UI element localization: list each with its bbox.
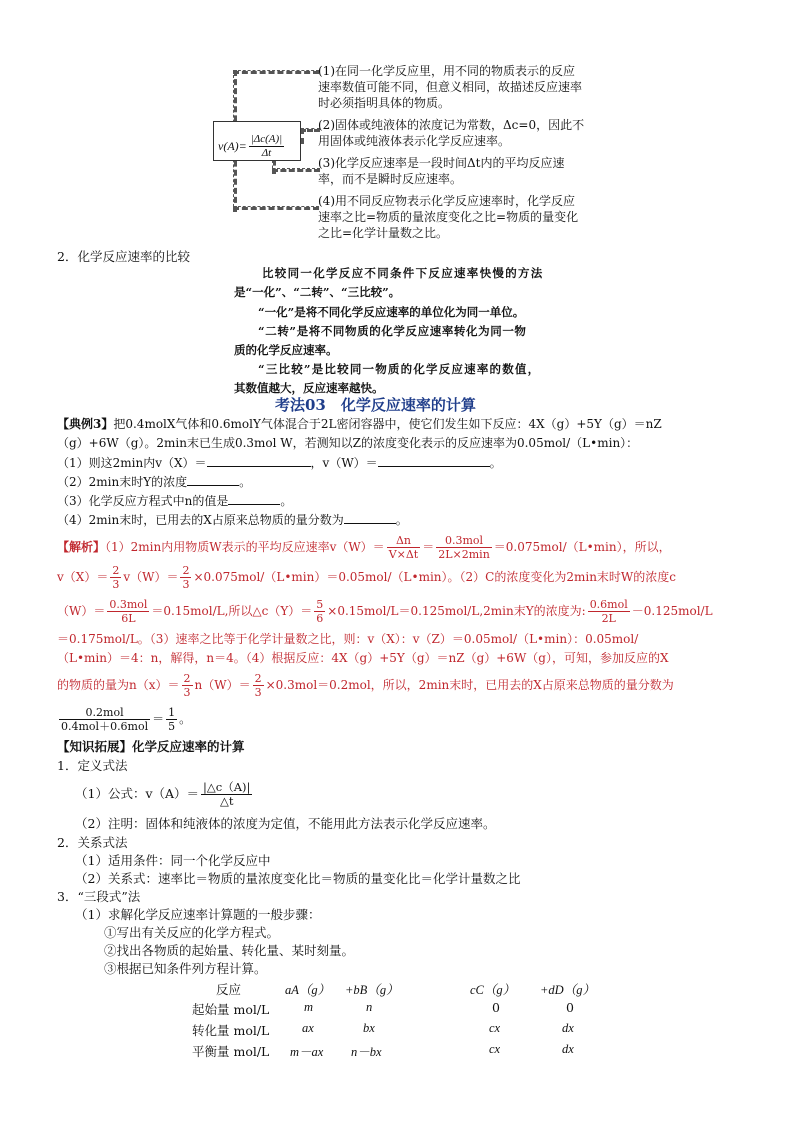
table-cell: n－bx xyxy=(351,1045,382,1059)
table-cell: 0 xyxy=(492,1000,500,1015)
question-3: （3）化学反应方程式中n的值是 xyxy=(57,494,229,508)
fraction-denominator: V×Δt xyxy=(388,548,419,561)
table-cell: dx xyxy=(562,1042,574,1056)
formula-denominator: Δt xyxy=(261,147,272,159)
fraction-numerator: 2 xyxy=(112,564,120,577)
table-cell: 0 xyxy=(566,1000,574,1015)
table-cell: m xyxy=(304,1000,314,1014)
diagram-note-1: (1)在同一化学反应里，用不同的物质表示的反应速率数值可能不同，但意义相同，故描述反应速率时必须指明具体的物质。 xyxy=(318,64,583,110)
solution-text: ＝0.15mol/L,所以△c（Y）＝ xyxy=(151,604,313,618)
extension-step: ①写出有关反应的化学方程式。 xyxy=(104,925,280,940)
table-cell: m－ax xyxy=(290,1045,324,1059)
compare-line: 其数值越大，反应速率越快。 xyxy=(234,381,384,395)
compare-line: 质的化学反应速率。 xyxy=(234,343,338,357)
fraction-denominator: 3 xyxy=(182,578,190,591)
compare-heading: 2．化学反应速率的比较 xyxy=(57,249,190,264)
fraction-numerator: 2 xyxy=(254,672,262,685)
table-header: +bB（g） xyxy=(345,983,399,997)
table-header: +dD（g） xyxy=(540,983,595,997)
diagram-connector xyxy=(233,70,319,74)
table-header: cC（g） xyxy=(470,983,516,997)
question-3: 。 xyxy=(280,494,293,508)
solution-final: $\frac{\text{0.2mol}}{\text{0.4mol＋0.6mol}}$ ＝ $\frac{1}{5}$ 。 xyxy=(61,706,192,733)
question-1: ，v（W）＝ xyxy=(310,456,378,470)
extension-text: （2）关系式：速率比＝物质的量浓度变化比＝物质的量变化比＝化学计量数之比 xyxy=(75,871,521,886)
answer-blank[interactable] xyxy=(344,511,396,524)
diagram-note-2: (2)固体或纯液体的浓度记为常数，Δc=0，因此不用固体或纯液体表示化学反应速率。 xyxy=(318,118,585,148)
solution-text: 。 xyxy=(179,712,192,726)
fraction-numerator: 0.6mol xyxy=(589,598,628,611)
extension-step: ③根据已知条件列方程计算。 xyxy=(104,961,267,976)
solution-text: （W）＝ xyxy=(57,604,106,618)
diagram-connector xyxy=(272,168,320,172)
formula-lhs: v(A)= xyxy=(218,139,247,153)
extension-text: （2）注明：固体和纯液体的浓度为定值，不能用此方法表示化学反应速率。 xyxy=(75,816,496,831)
table-cell: bx xyxy=(363,1021,375,1035)
fraction-denominator: 6L xyxy=(121,612,136,625)
rate-formula-box xyxy=(213,121,301,161)
fraction-denominator: 2L×2min xyxy=(438,548,490,561)
solution-text: v（W）＝ xyxy=(123,570,179,584)
fraction-numerator: 2 xyxy=(183,672,191,685)
solution-text: ＝0.075mol/（L•min），所以， xyxy=(493,540,671,554)
section-title: 考法03 化学反应速率的计算 xyxy=(275,396,476,414)
fraction-numerator: 5 xyxy=(316,598,324,611)
table-cell: cx xyxy=(489,1042,501,1056)
example-text: （g）+6W（g）。2min末已生成0.3mol W，若测知以Z的浓度变化表示的反应速率为0.05mol/（L•min）： xyxy=(57,436,639,450)
solution-text: n（W）＝ xyxy=(194,678,251,692)
fraction-denominator: 3 xyxy=(254,686,262,699)
solution-text: v（X）＝ xyxy=(57,570,109,584)
answer-blank[interactable] xyxy=(228,492,280,505)
answer-blank[interactable] xyxy=(378,454,490,467)
table-cell: dx xyxy=(562,1021,574,1035)
extension-heading: 1．定义式法 xyxy=(57,758,128,773)
fraction-denominator: 5 xyxy=(168,720,176,733)
formula-numerator: |Δc(A)| xyxy=(250,133,283,145)
fraction-numerator: |△c（A)| xyxy=(203,780,251,794)
fraction-denominator: △t xyxy=(219,794,234,808)
solution-text: －0.125mol/L xyxy=(631,604,713,618)
answer-blank[interactable] xyxy=(187,473,239,486)
extension-heading: 3．“三段式”法 xyxy=(57,889,141,904)
question-1: 。 xyxy=(489,456,502,470)
extension-heading: 2．关系式法 xyxy=(57,835,128,850)
table-row-label: 转化量 mol/L xyxy=(192,1023,270,1038)
fraction-denominator: 6 xyxy=(316,612,324,625)
fraction-numerator: 1 xyxy=(168,706,176,719)
fraction-denominator: 3 xyxy=(112,578,120,591)
solution-text: （L•min）＝4：n，解得，n＝4。（4）根据反应：4X（g）+5Y（g）＝nZ（g）+6W（g），可知，参加反应的X xyxy=(57,651,669,665)
question-4: （4）2min末时，已用去的X占原来总物质的量分数为 xyxy=(57,513,344,527)
compare-line: 比较同一化学反应不同条件下反应速率快慢的方法 xyxy=(262,266,544,280)
diagram-note-4: (4)用不同反应物表示化学反应速率时，化学反应速率之比=物质的量浓度变化之比=物质的量变化之比=化学计量数之比。 xyxy=(318,194,579,240)
table-row-label: 起始量 mol/L xyxy=(192,1002,270,1017)
compare-line: “二转”是将不同物质的化学反应速率转化为同一物 xyxy=(258,324,527,338)
answer-blank[interactable] xyxy=(207,454,311,467)
table-header: aA（g） xyxy=(285,983,331,997)
example-tag: 【典例3】 xyxy=(57,417,114,431)
table-row-label: 平衡量 mol/L xyxy=(192,1044,270,1059)
question-2: 。 xyxy=(239,475,252,489)
diagram-note-3: (3)化学反应速率是一段时间Δt内的平均反应速率，而不是瞬时反应速率。 xyxy=(318,156,565,186)
compare-line: 是“一化”、“二转”、“三比较”。 xyxy=(234,285,401,299)
fraction-numerator: 0.3mol xyxy=(436,534,492,548)
solution-text: ×0.3mol＝0.2mol，所以，2min末时，已用去的X占原来总物质的量分数为 xyxy=(265,678,674,692)
table-cell: ax xyxy=(302,1021,314,1035)
extension-text: （1）公式：v（A）＝ xyxy=(75,786,200,801)
solution-text: ×0.15mol/L＝0.125mol/L,2min末Y的浓度为: xyxy=(327,604,586,618)
compare-line: “一化”是将不同化学反应速率的单位化为同一单位。 xyxy=(258,305,525,319)
fraction-numerator: 0.3mol xyxy=(109,598,148,611)
fraction-denominator: 2L xyxy=(601,612,616,625)
extension-title: 【知识拓展】化学反应速率的计算 xyxy=(57,739,245,754)
solution-text: （1）2min内用物质W表示的平均反应速率v（W）＝ xyxy=(105,540,385,554)
table-cell: cx xyxy=(489,1021,501,1035)
solution-text: 的物质的量为n（x）＝ xyxy=(57,678,180,692)
question-2: （2）2min末时Y的浓度 xyxy=(57,475,188,489)
solution-text: ＝0.175mol/L。（3）速率之比等于化学计量数之比，则：v（X）：v（Z）＝0.05mol/（L•min）：0.05mol/ xyxy=(57,632,639,646)
example-text: 把0.4molX气体和0.6molY气体混合于2L密闭容器中，使它们发生如下反应：4X（g）+5Y（g）＝nZ xyxy=(113,417,662,431)
extension-step: ②找出各物质的起始量、转化量、某时刻量。 xyxy=(104,943,355,958)
fraction-numerator: Δn xyxy=(387,534,421,548)
fraction-denominator: 0.4mol＋0.6mol xyxy=(61,720,149,733)
fraction-numerator: 2 xyxy=(182,564,190,577)
solution-text: ×0.075mol/（L•min）＝0.05mol/（L•min）。（2）C的浓度变化为2min末时W的浓度c xyxy=(193,570,676,584)
table-header: 反应 xyxy=(216,982,242,997)
fraction-denominator: 3 xyxy=(183,686,191,699)
question-4: 。 xyxy=(395,513,408,527)
extension-text: （1）求解化学反应速率计算题的一般步骤： xyxy=(75,907,321,922)
diagram-connector xyxy=(233,206,319,210)
compare-line: “三比较”是比较同一物质的化学反应速率的数值， xyxy=(258,362,541,376)
extension-text: （1）适用条件：同一个化学反应中 xyxy=(75,853,271,868)
solution-text: ＝ xyxy=(422,540,435,554)
solution-tag: 【解析】 xyxy=(57,540,106,554)
table-cell: n xyxy=(366,1000,373,1014)
fraction-numerator: 0.2mol xyxy=(59,706,150,720)
question-1: （1）则这2min内v（X）＝ xyxy=(57,456,207,470)
